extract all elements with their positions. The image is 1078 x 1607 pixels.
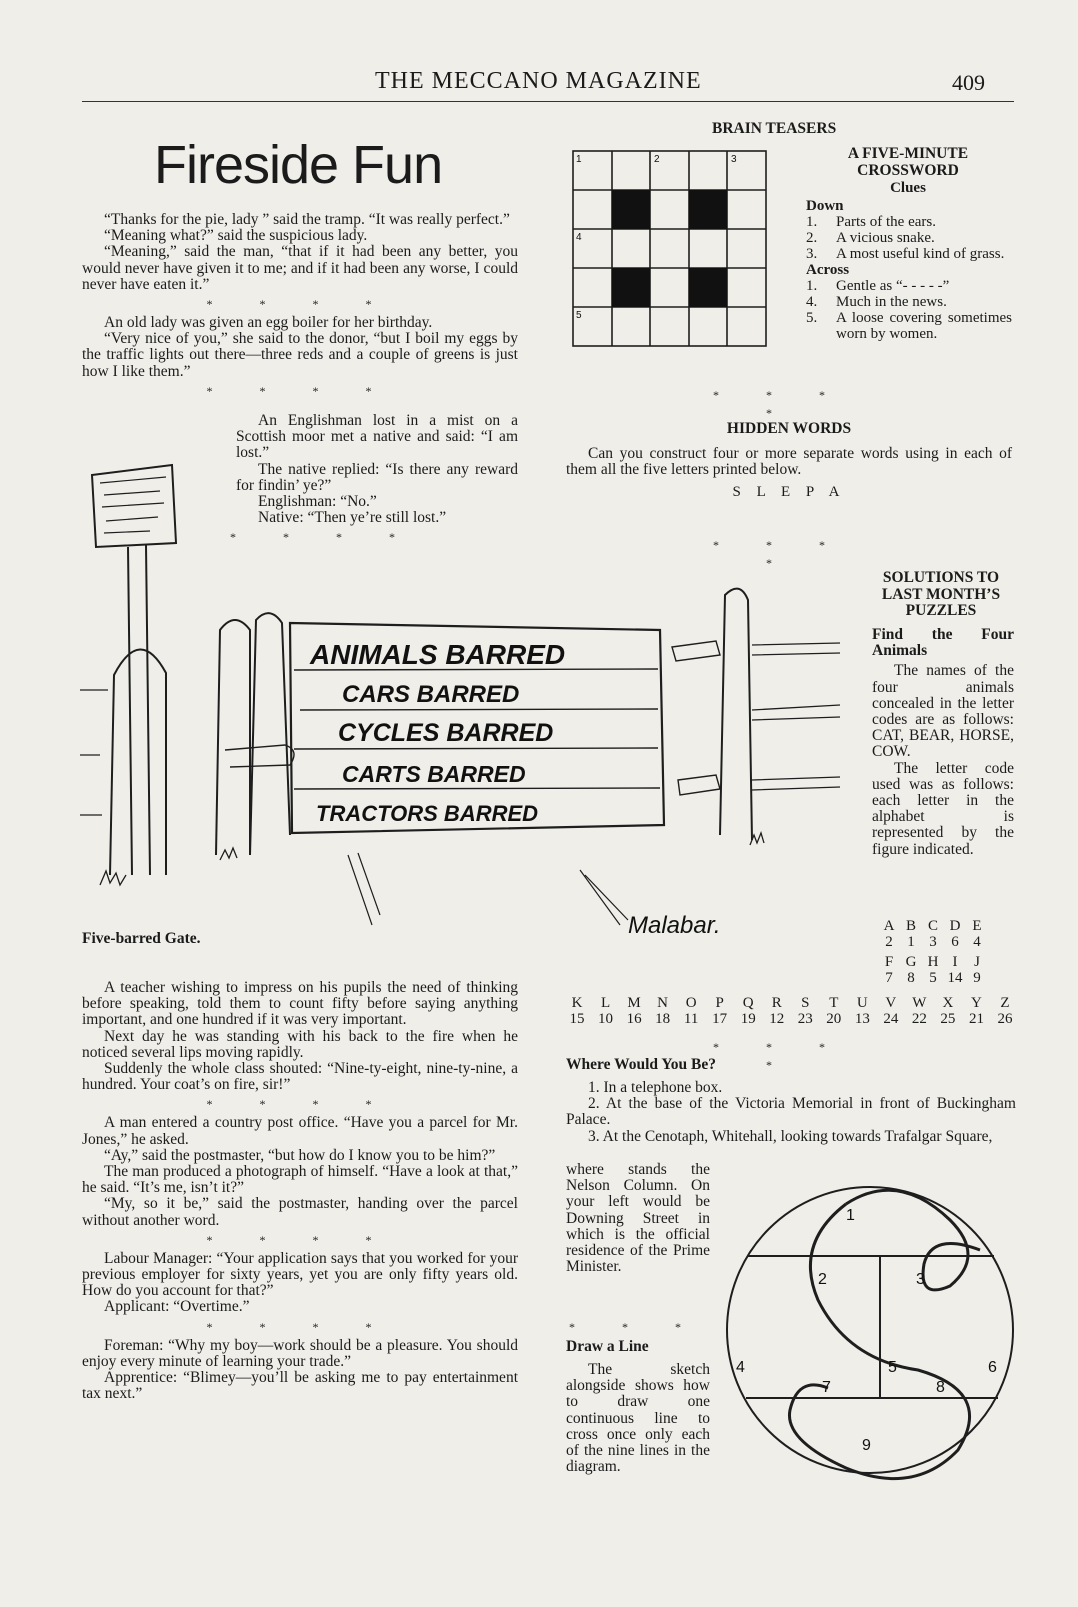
letter-code-cell: 19: [740, 1011, 756, 1027]
crossword-number: 1: [576, 154, 582, 165]
gate-board-label: TRACTORS BARRED: [316, 801, 539, 826]
where-item: 3. At the Cenotaph, Whitehall, looking towards Trafalgar Square,: [588, 1127, 993, 1145]
letter-code-cell: Q: [742, 995, 754, 1011]
header-rule: [82, 101, 1014, 102]
joke-line: The native replied: “Is there any reward for findin’ ye?”: [236, 460, 518, 494]
letter-code-cell: 25: [940, 1011, 956, 1027]
draw-line-body: [566, 1362, 710, 1475]
letter-code-cell: Y: [971, 995, 982, 1011]
separator-stars: * * * *: [206, 1319, 394, 1334]
crossword-number: 2: [654, 154, 660, 165]
joke-tramp: [82, 212, 518, 402]
letter-code-cell: 10: [598, 1011, 614, 1027]
clue-item: [806, 214, 1012, 230]
letter-code-cell: T: [829, 995, 839, 1011]
artist-signature: Malabar.: [628, 912, 721, 939]
clue-text: A loose covering sometimes worn by women.: [836, 310, 1012, 342]
diagram-label: 3: [916, 1271, 925, 1288]
hidden-words-letters: S L E P A: [732, 484, 846, 501]
letter-code-cell: V: [885, 995, 897, 1011]
page-title: Fireside Fun: [154, 135, 443, 195]
joke-line: Native: “Then ye’re still lost.”: [258, 509, 447, 527]
letter-code-cell: 6: [951, 934, 959, 950]
clue-item: [806, 310, 1012, 342]
letter-code-cell: 22: [911, 1011, 927, 1027]
hidden-words-body: [566, 446, 1012, 501]
joke-line: An old lady was given an egg boiler for her birthday.: [104, 314, 433, 332]
clue-item: [806, 230, 1012, 246]
letter-code-cell: 16: [626, 1011, 642, 1027]
letter-code-cell: 3: [929, 934, 937, 950]
letter-code-cell: J: [974, 954, 980, 970]
letter-code-cell: I: [952, 954, 958, 970]
page-number: 409: [952, 70, 985, 95]
letter-code-cell: O: [685, 995, 697, 1011]
joke-line: Englishman: “No.”: [258, 493, 377, 511]
letter-code-cell: 1: [907, 934, 915, 950]
joke-line: Applicant: “Overtime.”: [104, 1298, 250, 1316]
joke-line: Next day he was standing with his back to the fire when he noticed several lips moving rapidly.: [82, 1027, 518, 1061]
letter-code-cell: 9: [973, 970, 981, 986]
clue-number: 1.: [806, 214, 818, 230]
solutions-paragraph: The letter code used was as follows: each letter in the alphabet is represented by the figure indicated.: [872, 759, 1014, 858]
letter-code-cell: K: [571, 995, 583, 1011]
clue-text: Gentle as “- - - - -”: [836, 278, 950, 294]
joke-line: An Englishman lost in a mist on a Scottish moor met a native and said: “I am lost.”: [236, 412, 518, 462]
five-barred-gate-cartoon: [80, 455, 840, 955]
letter-code-cell: 13: [854, 1011, 870, 1027]
clue-number: 5.: [806, 310, 818, 326]
crossword-black-square: [689, 190, 727, 229]
letter-code-cell: L: [600, 995, 611, 1011]
solutions-paragraph: The names of the four animals concealed in the letter codes are as follows: CAT, BEAR, HORSE, COW.: [872, 662, 1014, 761]
find-animals-title: Find the Four Animals: [872, 626, 1014, 660]
separator-stars: * * * *: [206, 1232, 394, 1247]
joke-line: Foreman: “Why my boy—work should be a pleasure. You should enjoy every minute of learning your trade.”: [82, 1336, 518, 1370]
clue-number: 1.: [806, 278, 818, 294]
crossword-black-square: [689, 268, 727, 307]
letter-code-cell: 26: [997, 1011, 1013, 1027]
where-answers: [566, 1080, 1016, 1145]
separator-stars: * * * *: [206, 383, 394, 398]
letter-code-cell: 14: [947, 970, 963, 986]
where-item: where stands the Nelson Column. On your left would be Downing Street in which is the official residence of the Prime Minister.: [566, 1161, 710, 1276]
diagram-label: 9: [862, 1437, 871, 1454]
where-item: 1. In a telephone box.: [588, 1079, 723, 1096]
separator-stars: * * * *: [713, 538, 847, 570]
joke-line: “Thanks for the pie, lady ” said the tramp. “It was really perfect.”: [104, 211, 510, 228]
gate-board-label: CYCLES BARRED: [338, 719, 554, 747]
clue-text: Much in the news.: [836, 294, 947, 310]
crossword-number: 4: [576, 232, 582, 243]
letter-code-table-bottom: [566, 995, 1016, 1027]
draw-line-text: The sketch alongside shows how to draw one continuous line to cross once only each of the nine lines in the diagram.: [566, 1361, 710, 1476]
crossword-clues-label: Clues: [890, 180, 926, 196]
letter-code-cell: 7: [885, 970, 893, 986]
diagram-label: 7: [822, 1379, 831, 1396]
joke-column-lower: [82, 980, 518, 1402]
letter-code-cell: X: [942, 995, 954, 1011]
letter-code-cell: 21: [968, 1011, 984, 1027]
where-title: Where Would You Be?: [566, 1056, 717, 1073]
joke-line: Suddenly the whole class shouted: “Nine-ty-eight, nine-ty-nine, a hundred. Your coat’s on fire, sir!”: [82, 1060, 518, 1094]
letter-code-cell: 2: [885, 934, 893, 950]
letter-code-cell: R: [771, 995, 782, 1011]
clues-across-label: Across: [806, 262, 850, 278]
letter-code-cell: 17: [712, 1011, 728, 1027]
joke-line: Labour Manager: “Your application says that you worked for your previous employer for sixty years, yet you are only fifty years old. How do you account for that?”: [82, 1249, 518, 1300]
letter-code-cell: 18: [655, 1011, 671, 1027]
clue-text: A vicious snake.: [836, 230, 935, 246]
letter-code-cell: A: [883, 918, 895, 934]
letter-code-cell: M: [627, 995, 641, 1011]
letter-code-cell: 20: [826, 1011, 842, 1027]
crossword-black-square: [612, 190, 650, 229]
letter-code-cell: 5: [929, 970, 937, 986]
separator-stars: * * * *: [206, 1097, 394, 1112]
clue-item: [806, 246, 1012, 262]
clue-number: 2.: [806, 230, 818, 246]
joke-line: Apprentice: “Blimey—you’ll be asking me to pay entertainment tax next.”: [82, 1369, 518, 1403]
solutions-body: [872, 627, 1014, 858]
letter-code-cell: Z: [1000, 995, 1010, 1011]
letter-code-cell: G: [905, 954, 917, 970]
joke-line: “Ay,” said the postmaster, “but how do I know you to be him?”: [104, 1146, 496, 1164]
diagram-label: 2: [818, 1271, 827, 1288]
letter-code-cell: 8: [907, 970, 915, 986]
diagram-label: 6: [988, 1359, 997, 1376]
letter-code-cell: 11: [683, 1011, 699, 1027]
separator-stars: * * * *: [206, 297, 394, 312]
diagram-label: 8: [936, 1379, 945, 1396]
clue-text: A most useful kind of grass.: [836, 246, 1005, 262]
magazine-title: THE MECCANO MAGAZINE: [375, 68, 702, 94]
crossword-number: 3: [731, 154, 737, 165]
joke-line: “Meaning,” said the man, “that if it had been any better, you would never have given it to me; and if it had been any worse, I could never have eaten it.”: [82, 243, 518, 293]
clue-item: [806, 294, 1012, 310]
joke-line: A man entered a country post office. “Have you a parcel for Mr. Jones,” he asked.: [82, 1114, 518, 1148]
where-item: 2. At the base of the Victoria Memorial in front of Buckingham Palace.: [566, 1095, 1016, 1129]
letter-code-cell: H: [927, 954, 939, 970]
joke-line: A teacher wishing to impress on his pupils the need of thinking before speaking, told them to count fifty before saying anything important, and one hundred if it was very important.: [82, 979, 518, 1029]
brain-teasers-heading: BRAIN TEASERS: [712, 120, 837, 137]
draw-line-title: Draw a Line: [566, 1338, 649, 1355]
clue-number: 4.: [806, 294, 818, 310]
separator-stars: * * * *: [713, 388, 847, 420]
letter-code-cell: 12: [769, 1011, 785, 1027]
letter-code-cell: 24: [883, 1011, 899, 1027]
hidden-words-title: HIDDEN WORDS: [726, 420, 852, 437]
gate-board-label: CARS BARRED: [342, 681, 520, 708]
gate-board-label: ANIMALS BARRED: [310, 639, 566, 670]
letter-code-cell: E: [972, 918, 982, 934]
letter-code-cell: N: [657, 995, 669, 1011]
gate-board-label: CARTS BARRED: [342, 761, 526, 787]
joke-line: “Meaning what?” said the suspicious lady.: [104, 227, 368, 245]
letter-code-cell: P: [715, 995, 724, 1011]
clue-number: 3.: [806, 246, 818, 262]
letter-code-cell: S: [801, 995, 810, 1011]
crossword-black-square: [612, 268, 650, 307]
letter-code-cell: W: [912, 995, 927, 1011]
joke-line: “Very nice of you,” she said to the donor, “but I boil my eggs by the traffic lights out there—three reds and a couple of greens is just how I like them.”: [82, 330, 518, 380]
letter-code-cell: 4: [973, 934, 981, 950]
crossword-grid: [572, 150, 768, 348]
crossword-number: 5: [576, 310, 582, 321]
letter-code-cell: C: [927, 918, 938, 934]
letter-code-cell: D: [949, 918, 961, 934]
where-continued: [566, 1162, 710, 1275]
crossword-clues: [806, 198, 1012, 342]
separator-stars: * * * *: [230, 530, 417, 545]
letter-code-cell: B: [905, 918, 916, 934]
separator-stars: * * *: [569, 1320, 703, 1334]
crossword-title: A FIVE-MINUTE CROSSWORD: [847, 145, 969, 179]
diagram-label: 5: [888, 1359, 897, 1376]
solutions-title: SOLUTIONS TO LAST MONTH’S PUZZLES: [881, 569, 1001, 619]
diagram-label: 4: [736, 1359, 745, 1376]
letter-code-table-top: [878, 918, 1012, 986]
hidden-words-text: Can you construct four or more separate words using in each of them all the five letters printed below.: [566, 445, 1012, 479]
letter-code-cell: F: [884, 954, 894, 970]
clues-down-label: Down: [806, 198, 844, 214]
joke-line: “My, so it be,” said the postmaster, handing over the parcel without another word.: [82, 1195, 518, 1229]
clue-text: Parts of the ears.: [836, 214, 936, 230]
letter-code-cell: U: [856, 995, 868, 1011]
letter-code-cell: 15: [569, 1011, 585, 1027]
diagram-label: 1: [846, 1207, 855, 1224]
joke-line: The man produced a photograph of himself. “Have a look at that,” he said. “It’s me, isn’t it?”: [82, 1163, 518, 1197]
clue-item: [806, 278, 1012, 294]
draw-a-line-diagram: [718, 1160, 1018, 1500]
letter-code-cell: 23: [797, 1011, 813, 1027]
separator-stars: * * * *: [713, 1040, 847, 1072]
cartoon-caption: Five-barred Gate.: [82, 930, 201, 947]
